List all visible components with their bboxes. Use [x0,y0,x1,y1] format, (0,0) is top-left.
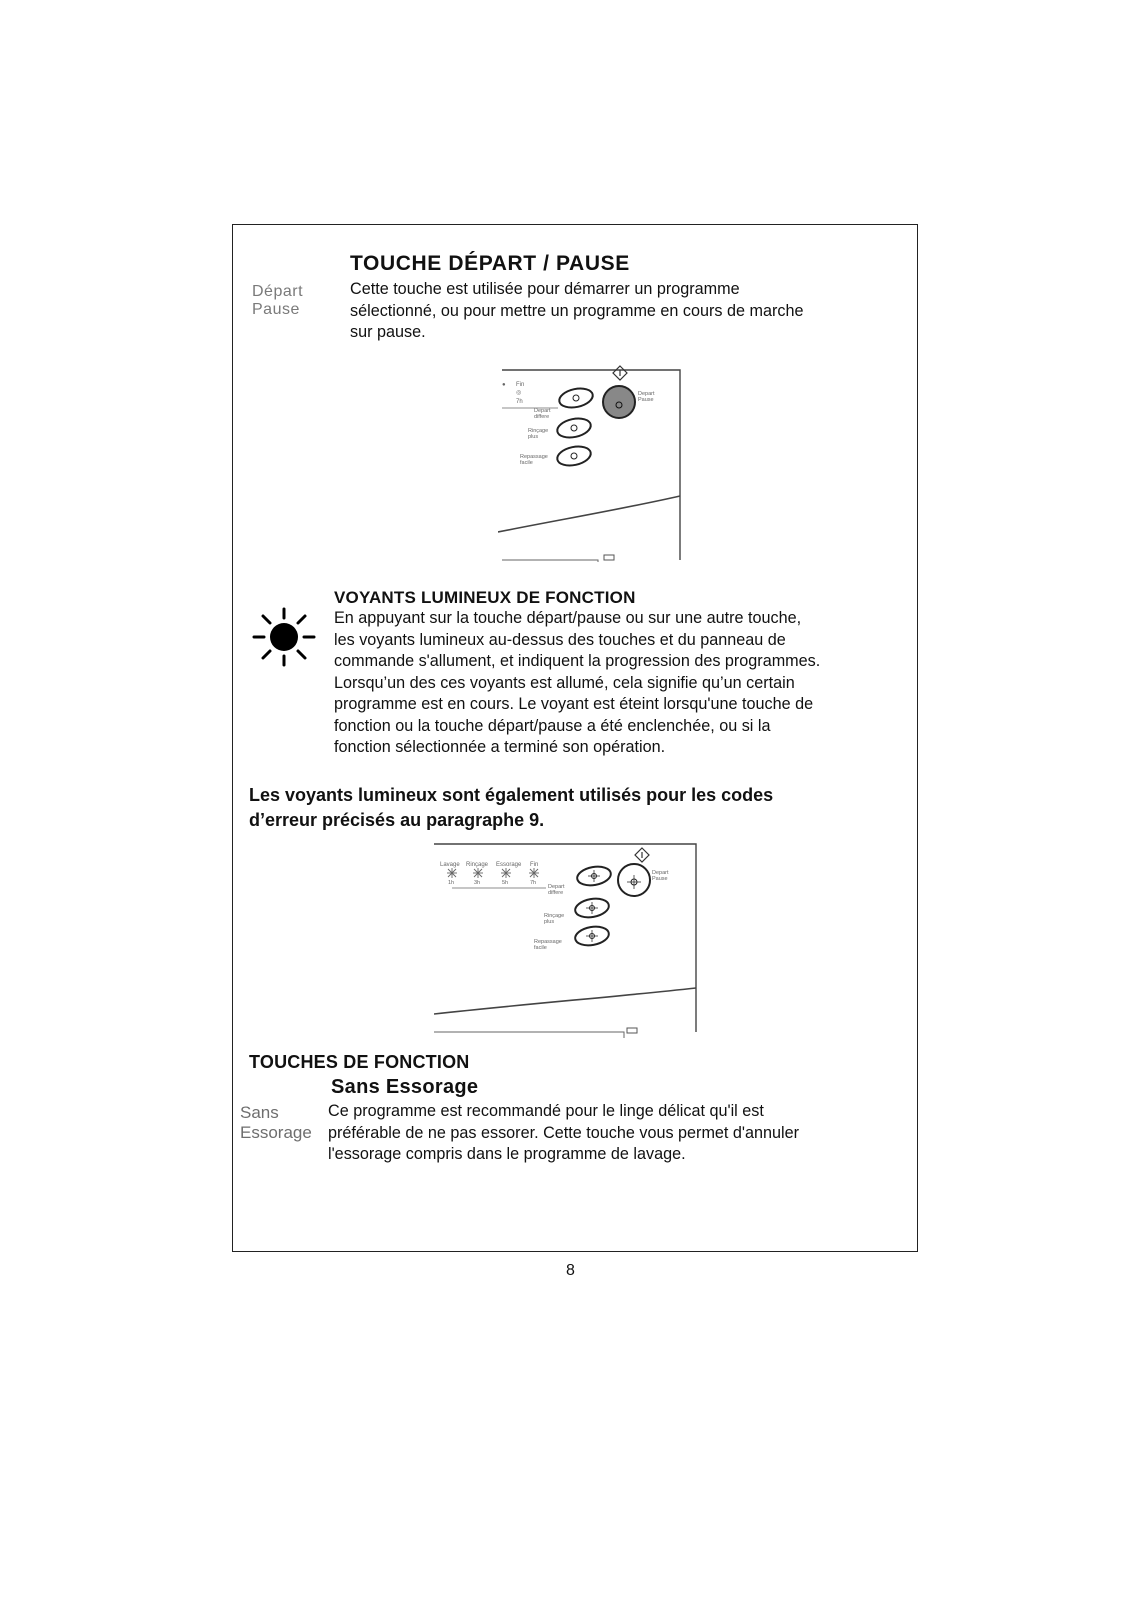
svg-text:3h: 3h [474,880,481,886]
svg-text:Pause: Pause [652,876,668,882]
svg-text:Lavage: Lavage [440,862,460,868]
svg-text:Repassage: Repassage [534,939,562,945]
svg-text:Fin: Fin [530,862,539,868]
svg-text:plus: plus [544,919,555,925]
easy-iron-button[interactable] [556,444,593,469]
extra-rinse-button[interactable] [556,416,593,441]
svg-text:Pause: Pause [638,397,654,403]
play-pause-symbol-icon [635,848,649,862]
svg-text:Essorage: Essorage [496,862,522,868]
svg-text:Depart: Depart [534,408,551,414]
svg-text:Rinçage: Rinçage [544,913,565,919]
extra-rinse-button-lit[interactable] [574,896,611,920]
svg-text:5h: 5h [502,880,509,886]
play-pause-symbol-icon [613,366,627,380]
stage-lights-icon [447,868,539,878]
svg-text:Repassage: Repassage [520,454,548,460]
svg-text:Fin: Fin [516,382,525,388]
svg-text:7h: 7h [530,880,537,886]
svg-text:Depart: Depart [638,391,655,397]
delay-start-button[interactable] [558,386,595,411]
svg-text:Depart: Depart [548,884,565,890]
no-spin-description: Ce programme est recommandé pour le linge délicat qu'il est préférable de ne pas essorer. Cette touche vous permet d'annuler l'essorage compris dans le programme de lavage. [328,1102,800,1163]
svg-text:Rinçage: Rinçage [528,428,549,434]
svg-text:7h: 7h [516,399,523,405]
svg-text:◎: ◎ [516,390,522,396]
start-pause-key-label: Départ Pause [252,283,304,318]
section-title-start-pause: TOUCHE DÉPART / PAUSE [350,252,630,275]
control-panel-illustration-1 [498,362,690,562]
light-icon [252,607,316,667]
svg-text:facile: facile [534,945,547,951]
svg-text:Depart: Depart [652,870,669,876]
section-title-function-keys: TOUCHES DE FONCTION [249,1052,470,1072]
page-number: 8 [566,1262,575,1279]
control-panel-illustration-2 [434,842,706,1042]
indicator-lights-description: En appuyant sur la touche départ/pause ou sur une autre touche, les voyants lumineux au-dessus des touches et du panneau de commande s'allument, et indiquent la progression des programmes. Lorsqu’un des ces voyants est allumé, cela signifie qu’un certain programme est en cours. Le voyant est éteint lorsqu'une touche de fonction ou la touche départ/pause a été enclenchée, ou si la fonction sélectionnée a terminé son opération. [334,609,821,756]
delay-start-button-lit[interactable] [576,864,613,888]
svg-text:1h: 1h [448,880,455,886]
svg-text:●: ● [502,382,506,388]
start-pause-button[interactable] [603,386,635,418]
easy-iron-button-lit[interactable] [574,924,611,948]
error-codes-note: Les voyants lumineux sont également utilisés pour les codes d’erreur précisés au paragraphe 9. [249,785,774,830]
start-pause-button-lit[interactable] [618,864,650,896]
svg-text:plus: plus [528,434,539,440]
no-spin-key-label: Sans Essorage [240,1103,312,1142]
svg-text:Rinçage: Rinçage [466,862,489,868]
section-title-indicator-lights: VOYANTS LUMINEUX DE FONCTION [334,588,636,607]
subsection-title-no-spin: Sans Essorage [331,1076,479,1098]
svg-text:differe: differe [548,890,564,896]
svg-text:facile: facile [520,460,533,466]
svg-text:differe: differe [534,414,550,420]
start-pause-description: Cette touche est utilisée pour démarrer un programme sélectionné, ou pour mettre un programme en cours de marche sur pause. [350,280,804,341]
